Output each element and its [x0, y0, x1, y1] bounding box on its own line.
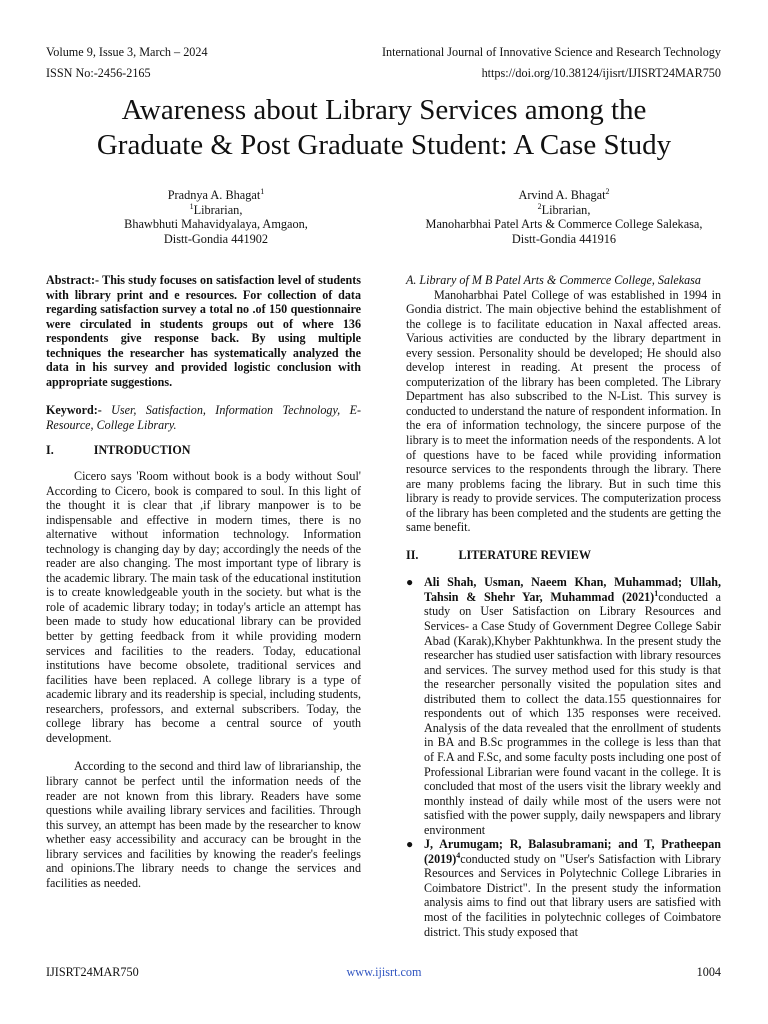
section-title: LITERATURE REVIEW [458, 547, 591, 562]
bullet-icon: ● [406, 837, 414, 852]
list-item [406, 575, 721, 837]
doi-link[interactable]: https://doi.org/10.38124/ijisrt/IJISRT24MAR750 [481, 66, 721, 80]
author-block-2 [398, 188, 730, 246]
keyword-label: Keyword:- [46, 403, 102, 418]
author-sup: 1 [260, 186, 265, 196]
keywords [46, 403, 361, 432]
role-sup: 2 [537, 201, 542, 211]
ref-sup: 1 [654, 588, 659, 598]
author-district: Distt-Gondia 441902 [163, 231, 269, 246]
author-district: Distt-Gondia 441916 [511, 231, 617, 246]
issn: ISSN No:-2456-2165 [46, 66, 151, 80]
literature-list [406, 575, 721, 939]
volume-issue: Volume 9, Issue 3, March – 2024 [46, 45, 208, 59]
author-role: Librarian, [193, 202, 243, 217]
bullet-icon: ● [406, 575, 414, 590]
footer-website-link[interactable]: www.ijisrt.com [346, 965, 422, 979]
abstract: Abstract:- This study focuses on satisfaction level of students with library print and e resources. For collection of data regarding satisfaction survey a total no .of 150 questionnaire were circulated in students groups out of where 136 respondents give response back. By using multiple techniques the researcher has systematically analyzed the data in his survey and provided logistic conclusion with appropriate suggestions. [46, 273, 361, 389]
intro-paragraph-2: According to the second and third law of librarianship, the library cannot be perfect until the information needs of the reader are not known from this library. Readers have some questions while availing library services and facilities. Through this survey, an attempt has been made by the researcher to know whether easy accessibility and accuracy can be brought in the library services and facilities by knowing the reader's feelings and opinions.The library needs to change the services and facilities as needed. [46, 759, 361, 890]
journal-name: International Journal of Innovative Science and Research Technology [381, 45, 721, 59]
subsection-heading-a: A. Library of M B Patel Arts & Commerce College, Salekasa [406, 273, 701, 287]
author-name: Pradnya A. Bhagat [167, 188, 261, 202]
paper-title [0, 93, 768, 163]
keyword-list: User, Satisfaction, Information Technology, E-Resource, College Library. [46, 403, 361, 432]
page-number: 1004 [696, 965, 721, 979]
author-sup: 2 [605, 186, 610, 196]
left-column [46, 273, 361, 890]
footer-article-id: IJISRT24MAR750 [46, 965, 139, 979]
title-line-2: Graduate & Post Graduate Student: A Case Study [96, 129, 672, 161]
title-line-1: Awareness about Library Services among the [121, 94, 647, 126]
intro-paragraph-1: Cicero says 'Room without book is a body without Soul' According to Cicero, book is compared to soul. In this light of the thought it is clear that ,if library manpower is to be indispensable and effective in modern times, there is no alternative without information technology. Information technology is changing day by day; accordingly the needs of the reader are also changing. The most important type of library is the academic library. The main task of the educational institution is to create knowledgeable youth in the society. but what is the role of academic library today; in today's article an attempt has been made to study how educational library can be provided better by getting feedback from it while providing modern services and facilities to the readers. Today, educational institutions have become obsolete, traditional services and facilities have been replaced. A college library is a type of academic library and its readership is special, including students, researchers, professors, and external subscribers. Today, the college library has become a central source of youth development. [46, 469, 361, 745]
section-title: INTRODUCTION [93, 443, 191, 458]
role-sup: 1 [189, 201, 194, 211]
ref-authors: Ali Shah, Usman, Naeem Khan, Muhammad; Ullah, Tahsin & Shehr Yar, Muhammad (2021) [424, 575, 721, 604]
ref-sup: 4 [456, 850, 461, 860]
author-name: Arvind A. Bhagat [518, 188, 606, 202]
author-affiliation: Bhawbhuti Mahavidyalaya, Amgaon, [124, 217, 308, 231]
ref-authors: J, Arumugam; R, Balasubramani; and T, Pratheepan (2019) [424, 837, 721, 866]
author-affiliation: Manoharbhai Patel Arts & Commerce College Salekasa, [425, 217, 703, 231]
section-heading-literature-review [406, 548, 721, 563]
section-number: I. [46, 443, 54, 458]
section-number: II. [406, 547, 419, 562]
author-role: Librarian, [541, 202, 591, 217]
ref-text: conducted a study on User Satisfaction on Library Resources and Services- a Case Study of Government Degree College Sabir Abad (Karak),Khyber Pakhtunkhwa. In the present study the researcher has studied user satisfaction with library resources and services. The survey method used for this study is that the researcher personally visited the population sites and distributed them to collect the data.155 questionnaires for respondents out of which 135 responses were received. Analysis of the data revealed that the enrollment of students in BA and B.Sc programmes in the college is less than that of F.A and F.Sc, and some faculty posts including one post of Professional Librarian were found vacant in the college. It is concluded that most of the users visit the library weekly and monthly instead of daily while most of the users were not satisfied with the power supply, daily newspapers and library environment [424, 589, 721, 837]
ref-text: conducted study on "User's Satisfaction with Library Resources and Services in Polytechnic College Libraries in Coimbatore District". In the present study the information analysis aims to find out that library users are satisfied with most of the facilities in polytechnic colleges of Coimbatore district. This study exposed that [424, 851, 721, 939]
college-paragraph: Manoharbhai Patel College of was established in 1994 in Gondia district. The main objective behind the establishment of the college is to facilitate education in Naxal affected areas. Various activities are conducted by the library department in every session. Personality should be developed; He should also develop interest in reading. At present the process of computerization of the library has been completed. The Library Department has also subscribed to the N-List. This survey is conducted to understand the nature of respondent information. In the era of information technology, the sincere purpose of the library is to meet the information needs of the respondents. A lot of questions have to be faced while providing information resource services to the respondents through the library. There are many problems facing the library. But in such time this library is ready to provide services. The computerization process of the library has been completed and the students are getting the same benefit. [406, 287, 721, 535]
list-item [406, 837, 721, 939]
section-heading-introduction [46, 443, 361, 458]
right-column [406, 273, 721, 939]
author-block-1 [46, 188, 386, 246]
